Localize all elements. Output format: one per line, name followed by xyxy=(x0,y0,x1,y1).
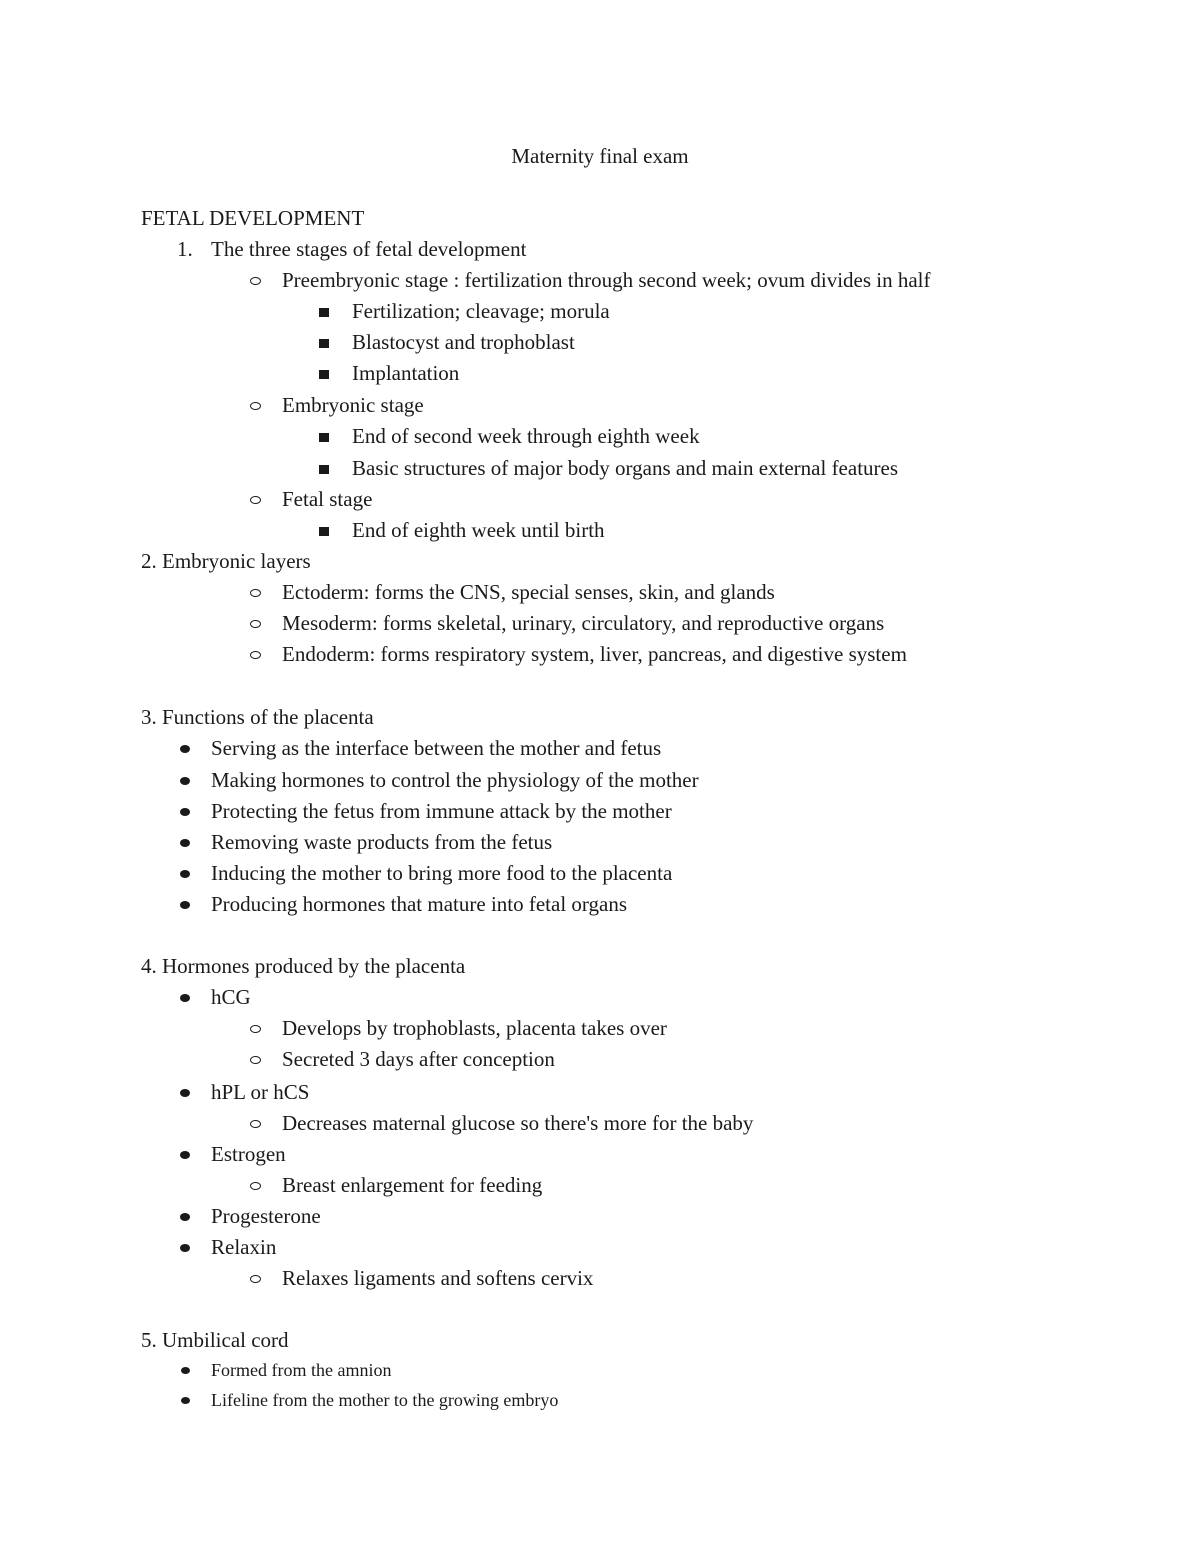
filled-disc-bullet-icon xyxy=(180,808,190,816)
list-item: Inducing the mother to bring more food to the placenta xyxy=(211,861,673,885)
list-item: Implantation xyxy=(352,361,460,385)
square-bullet-icon xyxy=(319,465,329,474)
list-item-hpl: hPL or hCS xyxy=(211,1080,310,1104)
filled-disc-bullet-icon xyxy=(180,1244,190,1252)
hollow-circle-bullet-icon xyxy=(250,1182,261,1190)
list-item: Removing waste products from the fetus xyxy=(211,830,553,854)
item-5-heading: 5. Umbilical cord xyxy=(141,1328,289,1352)
list-item: Fertilization; cleavage; morula xyxy=(352,299,610,323)
list-item: Blastocyst and trophoblast xyxy=(352,330,575,354)
list-item-estrogen: Estrogen xyxy=(211,1142,286,1166)
hollow-circle-bullet-icon xyxy=(250,277,261,285)
square-bullet-icon xyxy=(319,370,329,379)
square-bullet-icon xyxy=(319,527,329,536)
list-item: Producing hormones that mature into fetal organs xyxy=(211,892,628,916)
filled-disc-bullet-icon xyxy=(180,839,190,847)
filled-disc-bullet-icon xyxy=(180,777,190,785)
item-1-number: 1. xyxy=(177,237,193,261)
list-item: End of second week through eighth week xyxy=(352,424,700,448)
list-item: Breast enlargement for feeding xyxy=(282,1173,543,1197)
hollow-circle-bullet-icon xyxy=(250,1120,261,1128)
hollow-circle-bullet-icon xyxy=(250,620,261,628)
list-item: Lifeline from the mother to the growing embryo xyxy=(211,1390,559,1410)
hollow-circle-bullet-icon xyxy=(250,496,261,504)
section-heading: FETAL DEVELOPMENT xyxy=(141,206,365,230)
square-bullet-icon xyxy=(319,339,329,348)
hollow-circle-bullet-icon xyxy=(250,1025,261,1033)
list-item: Formed from the amnion xyxy=(211,1360,392,1380)
list-item: Basic structures of major body organs and main external features xyxy=(352,456,899,480)
list-item: Relaxes ligaments and softens cervix xyxy=(282,1266,594,1290)
filled-disc-bullet-icon xyxy=(181,1367,190,1374)
filled-disc-bullet-icon xyxy=(180,1151,190,1159)
filled-disc-bullet-icon xyxy=(181,1397,190,1404)
square-bullet-icon xyxy=(319,308,329,317)
item-4-heading: 4. Hormones produced by the placenta xyxy=(141,954,466,978)
item-2-heading: 2. Embryonic layers xyxy=(141,549,311,573)
list-item: Develops by trophoblasts, placenta takes over xyxy=(282,1016,667,1040)
hollow-circle-bullet-icon xyxy=(250,1056,261,1064)
list-item-fetal: Fetal stage xyxy=(282,487,373,511)
list-item-embryonic: Embryonic stage xyxy=(282,393,424,417)
list-item-preembryonic: Preembryonic stage : fertilization through second week; ovum divides in half xyxy=(282,268,931,292)
hollow-circle-bullet-icon xyxy=(250,402,261,410)
hollow-circle-bullet-icon xyxy=(250,589,261,597)
list-item: Serving as the interface between the mother and fetus xyxy=(211,736,662,760)
list-item: Making hormones to control the physiology of the mother xyxy=(211,768,699,792)
list-item-relaxin: Relaxin xyxy=(211,1235,277,1259)
list-item: End of eighth week until birth xyxy=(352,518,605,542)
list-item-progesterone: Progesterone xyxy=(211,1204,321,1228)
list-item: Protecting the fetus from immune attack by the mother xyxy=(211,799,672,823)
filled-disc-bullet-icon xyxy=(180,994,190,1002)
filled-disc-bullet-icon xyxy=(180,745,190,753)
hollow-circle-bullet-icon xyxy=(250,1275,261,1283)
filled-disc-bullet-icon xyxy=(180,870,190,878)
list-item: Ectoderm: forms the CNS, special senses, skin, and glands xyxy=(282,580,775,604)
list-item: Decreases maternal glucose so there's more for the baby xyxy=(282,1111,754,1135)
item-1-heading: The three stages of fetal development xyxy=(211,237,527,261)
filled-disc-bullet-icon xyxy=(180,1213,190,1221)
list-item: Mesoderm: forms skeletal, urinary, circulatory, and reproductive organs xyxy=(282,611,885,635)
document-title: Maternity final exam xyxy=(511,144,689,168)
item-3-heading: 3. Functions of the placenta xyxy=(141,705,374,729)
list-item: Endoderm: forms respiratory system, liver, pancreas, and digestive system xyxy=(282,642,907,666)
filled-disc-bullet-icon xyxy=(180,901,190,909)
list-item: Secreted 3 days after conception xyxy=(282,1047,555,1071)
filled-disc-bullet-icon xyxy=(180,1089,190,1097)
square-bullet-icon xyxy=(319,433,329,442)
hollow-circle-bullet-icon xyxy=(250,651,261,659)
list-item-hcg: hCG xyxy=(211,985,251,1009)
